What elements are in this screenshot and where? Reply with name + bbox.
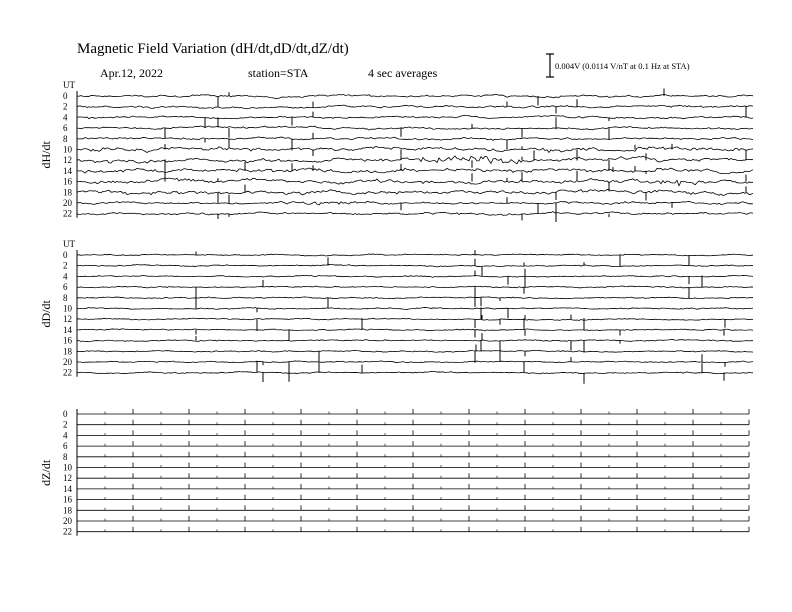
date-label: Apr.12, 2022: [100, 66, 163, 80]
row-label: 8: [63, 451, 68, 462]
row-label: 2: [63, 260, 68, 271]
trace-line: [77, 105, 753, 109]
row-label: 8: [63, 133, 68, 144]
row-label: 0: [63, 409, 68, 419]
y-axis-label: dD/dt: [39, 300, 53, 328]
row-label: 10: [63, 144, 72, 155]
row-label: 20: [63, 198, 72, 208]
row-label: 16: [63, 335, 72, 346]
row-label: 14: [63, 324, 72, 335]
trace-line: [77, 94, 753, 98]
row-label: 4: [63, 112, 68, 123]
row-label: 4: [63, 271, 68, 282]
row-label: 0: [63, 91, 68, 101]
row-label: 18: [63, 505, 72, 516]
row-label: 12: [63, 473, 72, 484]
row-label: 20: [63, 516, 72, 526]
row-label: 14: [63, 165, 72, 176]
station-label: station=STA: [248, 66, 309, 80]
row-label: 10: [63, 462, 72, 473]
trace-line: [77, 264, 753, 267]
row-label: 2: [63, 419, 68, 430]
trace-line: [77, 115, 753, 119]
averaging-label: 4 sec averages: [368, 66, 438, 80]
row-label: 18: [63, 187, 72, 198]
trace-line: [77, 168, 753, 174]
row-label: 16: [63, 176, 72, 187]
row-label: 10: [63, 303, 72, 314]
trace-line: [77, 371, 753, 374]
row-label: 20: [63, 357, 72, 367]
trace-line: [77, 190, 753, 196]
row-label: 22: [63, 526, 72, 537]
trace-line: [77, 147, 753, 153]
scale-bar: [546, 54, 554, 77]
row-label: 6: [63, 123, 68, 134]
row-label: 22: [63, 208, 72, 219]
trace-line: [77, 126, 753, 130]
trace-line: [77, 297, 753, 299]
row-label: 16: [63, 494, 72, 505]
panels-group: [39, 80, 753, 537]
trace-line: [77, 178, 753, 186]
trace-line: [77, 318, 753, 320]
trace-line: [77, 212, 753, 216]
panel-dz-dt: [39, 409, 749, 537]
trace-line: [77, 350, 753, 352]
row-label: 0: [63, 250, 68, 260]
trace-line: [77, 307, 753, 309]
scale-label: 0.004V (0.0114 V/nT at 0.1 Hz at STA): [555, 61, 690, 71]
row-label: 2: [63, 101, 68, 112]
row-label: 12: [63, 155, 72, 166]
trace-line: [77, 361, 753, 363]
trace-line: [77, 275, 753, 277]
trace-line: [77, 286, 753, 288]
trace-line: [77, 201, 753, 205]
row-label: 18: [63, 346, 72, 357]
y-axis-label: dZ/dt: [39, 459, 53, 486]
ut-label: UT: [63, 80, 75, 90]
ut-label: UT: [63, 239, 75, 249]
chart-title: Magnetic Field Variation (dH/dt,dD/dt,dZ/dt): [77, 41, 349, 57]
trace-line: [77, 254, 753, 256]
row-label: 6: [63, 441, 68, 452]
trace-line: [77, 156, 753, 164]
row-label: 4: [63, 430, 68, 441]
row-label: 14: [63, 483, 72, 494]
trace-line: [77, 329, 753, 331]
trace-line: [77, 340, 753, 342]
trace-line: [77, 137, 753, 140]
row-label: 12: [63, 314, 72, 325]
row-label: 8: [63, 292, 68, 303]
panel-dh-dt: [39, 80, 753, 222]
panel-dd-dt: [39, 239, 753, 384]
row-label: 6: [63, 282, 68, 293]
y-axis-label: dH/dt: [39, 141, 53, 169]
row-label: 22: [63, 367, 72, 378]
